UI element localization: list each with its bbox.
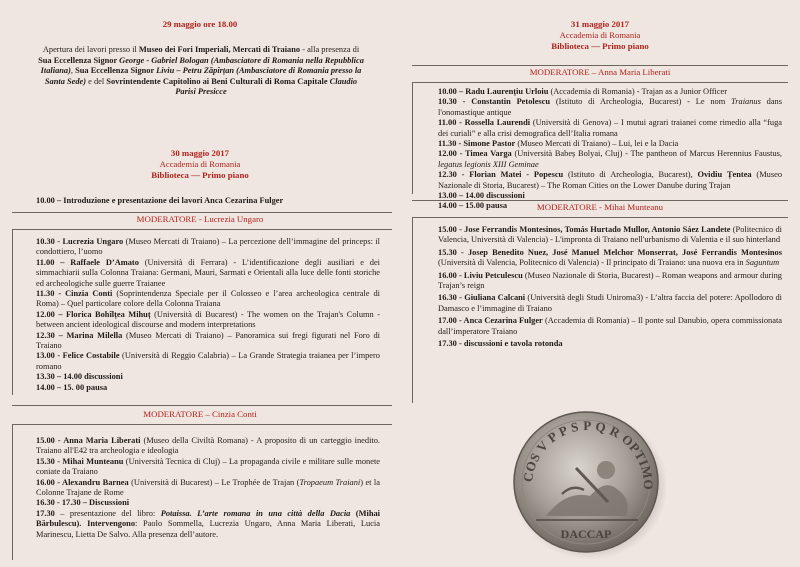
talk-item	[438, 139, 782, 149]
talk-speaker: Mihai Munteanu	[62, 456, 124, 466]
talk-item	[36, 457, 380, 478]
talk-italic: legatus legionis XIII Geminae	[438, 159, 539, 169]
talk-speaker: Giuliana Calcani	[464, 293, 526, 303]
talk-time: 12.00 -	[438, 149, 465, 159]
divider	[12, 212, 392, 213]
talk-item	[438, 271, 782, 292]
talk-speaker: Josep Benedito Nuez, José Manuel Melchor Monserrat, José Ferrandis Montesinos	[467, 247, 782, 257]
talk-item	[36, 351, 380, 372]
talk-details: (Museo Mercati di Traiano) – Lui, lei e la Dacia	[515, 139, 679, 149]
talk-details: dans l'onomastique antique	[438, 97, 782, 117]
talk-item	[438, 149, 782, 170]
ambassador1-title: Sua Eccellenza Signor	[38, 55, 120, 65]
divider-vertical	[412, 82, 413, 194]
talk-speaker: Cinzia Conti	[65, 289, 113, 299]
talk-details: (Università di Reggio Calabria) – La Grande Strategia traianea per l’impero romano	[36, 351, 380, 371]
talk-details: (Politecnico di Valencia, Università di Valencia) - L'impronta di Traiano nell'urbanismo di Valentia e il suo hinterland	[438, 225, 783, 245]
talk-item	[36, 237, 380, 258]
talk-details: (Università di Genova) – I mutui agrari traianei come rimedio alla “fuga dei curiali” e alla crisi demografica dell’Italia romana	[438, 118, 783, 138]
divider	[12, 229, 392, 230]
day2-room: Biblioteca — Primo piano	[151, 170, 249, 180]
speakers-label: Intervengono	[87, 519, 136, 529]
talk-speaker: Constantin Petolescu	[471, 97, 551, 107]
talk-time: 10.00 –	[438, 87, 466, 96]
talk-speaker: Felice Costabile	[62, 351, 120, 361]
opening-text: Apertura dei lavori presso il	[42, 45, 139, 54]
book-title: Potaissa. L’arte romana in una città della Dacia	[160, 508, 351, 518]
talk-time: 12.00 –	[36, 309, 66, 319]
talk-details: (Università di Ferrara) - L’identificazione degli ausiliari e dei simmachiarii sulla Colonna Traiana: Germani, Mauri, Sarmati e Orientali alla luce delle fonti storiche ed archeologiche sulle guerre Traianee	[36, 257, 380, 288]
talk-speaker: Liviu Petculescu	[463, 270, 523, 280]
talk-item	[438, 118, 782, 139]
talk-speaker: Timea Varga	[464, 149, 512, 159]
talk-time: 12.30 –	[36, 330, 67, 340]
coin-legend: COS V P P S P Q R OPTIMO	[520, 417, 657, 491]
talk-speaker: Florica Bohîlțea Mihuț	[65, 309, 151, 319]
talk-item	[438, 97, 782, 118]
talk-speaker: Simone Pastor	[463, 139, 516, 149]
talk-details: (Museo Mercati di Traiano) – Panoramica sui fregi figurati nel Foro di Traiano	[36, 330, 381, 351]
talk-time: 15.00 -	[438, 225, 465, 234]
museum-name: Museo dei Fori Imperiali, Mercati di Traiano	[138, 45, 301, 54]
divider-vertical	[412, 217, 413, 403]
talk-speaker: Anna Maria Liberati	[63, 436, 141, 445]
final-discussion: 17.30 - discussioni e tavola rotonda	[438, 339, 563, 349]
talk-item	[438, 225, 782, 246]
talk-details: (Museo Mercati di Traiano) – La percezione dell’immagine del princeps: il condottiero, l’uomo	[36, 237, 381, 257]
talk-time: 12.30 -	[438, 170, 470, 180]
sep: ,	[70, 66, 76, 75]
divider	[412, 82, 788, 83]
moderator-4: MODERATORE - Mihai Munteanu	[536, 202, 664, 212]
day3-date: 31 maggio 2017	[570, 19, 630, 29]
talk-item	[36, 436, 380, 457]
talk-speaker: Anca Cezarina Fulger	[463, 316, 543, 326]
superintendent-title: Sovrintendente Capitolino ai Beni Culturali di Roma Capitale	[106, 76, 330, 86]
book-presentation	[36, 509, 380, 540]
talk-speaker: Ovidiu Țentea	[697, 170, 752, 180]
discussion-2: 16.30 - 17.30 – Discussioni	[36, 498, 130, 508]
moderator-3: MODERATORE – Anna Maria Liberati	[529, 67, 671, 77]
talk-time: 13.00 -	[36, 351, 63, 361]
talk-time: 17.00 -	[438, 316, 464, 326]
divider	[12, 405, 392, 406]
talk-time: 11.30 -	[438, 139, 464, 149]
talk-details: (Università di Bucarest) – Le Trophée de Trajan (	[128, 477, 300, 487]
day2-venue: Accademia di Romania	[159, 159, 241, 169]
talk-details: (Università Tecnica di Cluj) – La propaganda civile e militare sulle monete coniate da Traiano	[36, 456, 380, 477]
talk-time: 10.30 -	[36, 237, 63, 246]
talk-details: (Università degli Studi Uniroma3) - L’altra faccia del potere: Apollodoro di Damasco e l’immagine di Traiano	[438, 293, 782, 313]
talk-time: 15.00 -	[36, 436, 64, 445]
talk-item	[36, 289, 380, 310]
session-2	[36, 436, 380, 540]
talk-italic: Tropaeum Traiani	[299, 477, 361, 487]
talk-item	[438, 170, 782, 191]
talk-time: 16.00 -	[36, 477, 63, 487]
divider-vertical	[12, 424, 13, 560]
talk-details: (Accademia di Romania) – Il ponte sul Danubio, opera commissionata dall’imperatore Traiano	[438, 316, 782, 336]
talk-details: (Museo Nazionale di Storia, Bucarest) – Roman weapons and armour during Trajan’s reign	[438, 270, 782, 291]
break-pause: 14.00 – 15.00 pausa	[438, 201, 508, 211]
session-4	[438, 225, 782, 349]
session-1	[36, 237, 380, 393]
talk-details: (Università di Bucarest) - The women on the Trajan's Column - between ancient ideological discourse and modern interpretations	[36, 309, 381, 330]
talk-italic: Saguntum	[745, 258, 780, 268]
day1-title: 29 maggio ore 18.00	[162, 19, 238, 29]
ambassador2-title: Sua Eccellenza Signor	[75, 66, 157, 75]
talk-details: ) et la Colonne Trajane de Rome	[36, 477, 380, 498]
talk-item	[36, 258, 380, 289]
talk-item	[438, 316, 782, 337]
day2-date: 30 maggio 2017	[170, 148, 230, 158]
talk-item	[438, 87, 782, 97]
talk-item	[438, 293, 782, 314]
talk-time: 15.30 -	[438, 247, 468, 257]
divider-vertical	[12, 229, 13, 395]
break-discussion: 13.30 – 14.00 discussioni	[36, 372, 123, 382]
divider	[12, 424, 392, 425]
trajan-coin-image	[506, 398, 666, 562]
talk-details: (Accademia di Romania) - Trajan as a Junior Officer	[548, 87, 728, 96]
talk-time: 11.00 –	[36, 257, 71, 267]
talk-italic: Traianus	[731, 97, 761, 107]
talk-speaker: Jose Ferrandis Montesinos, Tomás Hurtado Mullor, Antonio Sáez Landete	[464, 225, 731, 234]
talk-time: 16.30 -	[438, 293, 465, 303]
talk-details: (Università Babeș Bolyai, Cluj) - The pantheon of Marcus Herennius Faustus,	[511, 149, 783, 159]
break-discussion: 13.00 – 14.00 discussioni	[438, 191, 525, 201]
book-author: (Mihai Bărbulescu).	[36, 508, 380, 529]
day3-room: Biblioteca — Primo piano	[551, 41, 649, 51]
talk-details: (Soprintendenza Speciale per il Colosseo e l’area archeologica centrale di Roma) – Quel particolare colore della Colonna Traiana	[36, 289, 380, 309]
moderator-2: MODERATORE – Cinzia Conti	[143, 409, 257, 419]
talk-speaker: Radu Laurențiu Urloiu	[465, 87, 549, 96]
divider	[412, 65, 788, 66]
talk-time: 11.30 -	[36, 289, 66, 299]
divider	[412, 200, 788, 201]
talk-speaker: Raffaele D’Amato	[70, 257, 139, 267]
coin-exergue: DACCAP	[560, 527, 612, 541]
talk-details: (Istituto di Archeologia, Bucarest) - Le nom	[550, 97, 732, 107]
talk-item	[36, 478, 380, 499]
ambassador1-name: George - Gabriel Bologan (Ambasciatore di Romania nella Repubblica Italiana)	[40, 55, 364, 75]
figure-head	[597, 461, 615, 479]
talk-speaker: Rossella Laurendi	[464, 118, 531, 128]
opening-text-c: e del	[86, 76, 107, 86]
coin-svg	[506, 398, 666, 562]
opening-text-b: - alla presenza di	[300, 45, 360, 54]
talk-details: (Istituto di Archeologia, Bucarest),	[563, 170, 698, 180]
moderator-1: MODERATORE - Lucrezia Ungaro	[136, 214, 264, 224]
day3-venue: Accademia di Romania	[559, 30, 641, 40]
break-pause: 14.00 – 15. 00 pausa	[36, 382, 108, 392]
talk-item	[36, 310, 380, 331]
talk-speaker: Lucrezia Ungaro	[62, 237, 124, 246]
ambassador2-name: Liviu – Petru Zăpîrțan (Ambasciatore di Romania presso la Santa Sede)	[44, 66, 362, 86]
talk-details: (Museo Nazionale di Storia, Bucarest) – The Roman Cities on the Lower Danube during Trajan	[438, 170, 783, 190]
superintendent-name: Claudio Parisi Presicce	[175, 76, 358, 96]
divider	[412, 217, 788, 218]
session-3	[438, 87, 782, 212]
opening-paragraph	[36, 45, 366, 98]
talk-time: 11.00 -	[438, 118, 465, 128]
intro-line: 10.00 – Introduzione e presentazione dei lavori Anca Cezarina Fulger	[36, 196, 284, 205]
book-time: 17.30	[36, 508, 55, 518]
talk-details: (Università di Valencia, Politecnico di Valencia) - Il principato di Traiano: una nuova era in	[438, 258, 746, 268]
talk-details: (Museo della Civiltà Romana) - A proposito di un carteggio inedito. Traiano all'E42 tra archeologia e ideologia	[36, 436, 381, 456]
talk-speaker: Florian Matei - Popescu	[469, 170, 564, 180]
talk-speaker: Alexandru Barnea	[62, 477, 129, 487]
talk-time: 16.00 -	[438, 270, 464, 280]
talk-speaker: Marina Milella	[66, 330, 123, 340]
talk-time: 15.30 -	[36, 456, 63, 466]
speakers-list: : Paolo Sommella, Lucrezia Ungaro, Anna Maria Liberati, Lucia Marinescu, Lietta De Salvo. Alla presenza dell’autore.	[36, 519, 380, 539]
book-intro: – presentazione del libro:	[54, 508, 161, 518]
talk-time: 10.30 -	[438, 97, 472, 107]
talk-item	[438, 248, 782, 269]
talk-item	[36, 331, 380, 352]
